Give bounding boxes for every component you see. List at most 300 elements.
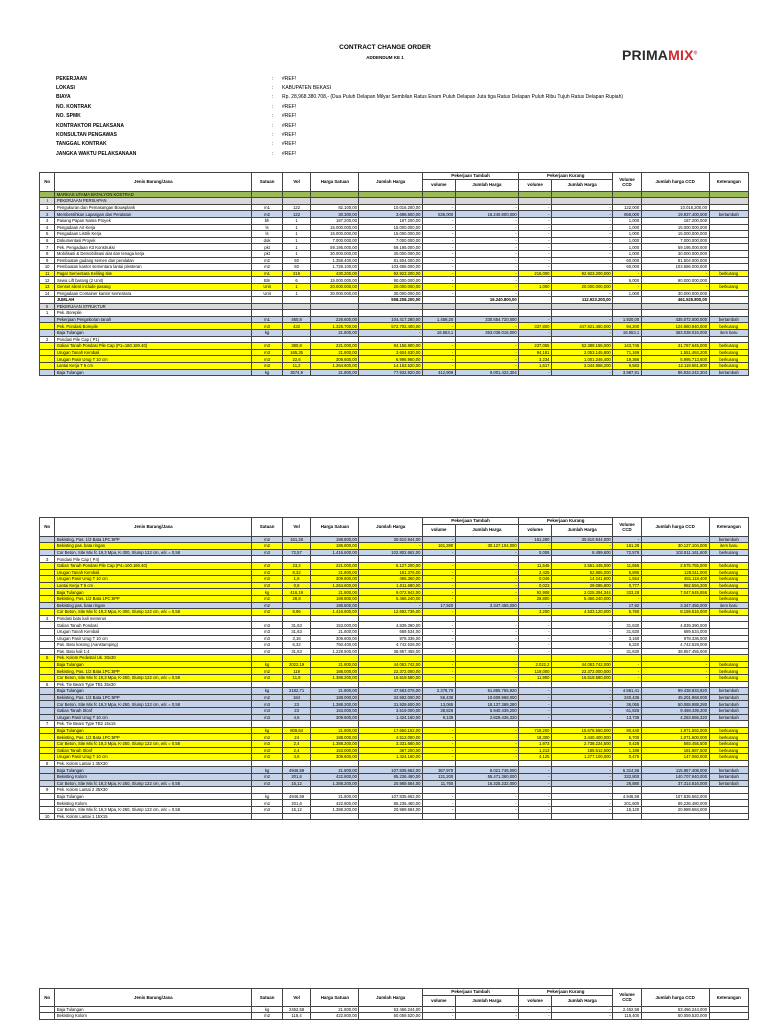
column-header: Satuan — [252, 989, 283, 1007]
table-cell: 1 — [282, 237, 310, 244]
table-cell: 1 — [282, 283, 310, 290]
table-cell: m3 — [252, 648, 283, 655]
table-cell — [552, 198, 613, 205]
table-cell: 323,28 — [613, 589, 641, 596]
column-header: No — [40, 518, 55, 537]
table-cell — [552, 191, 613, 198]
table-cell: - — [455, 349, 518, 356]
table-cell — [709, 336, 748, 343]
table-cell: 185.512,500 — [552, 747, 613, 754]
table-cell: 4.839.390,000 — [641, 622, 709, 629]
table-cell — [40, 595, 55, 602]
table-cell: m3 — [252, 714, 283, 721]
table-cell: berkurang — [709, 668, 748, 675]
table-cell: item baru — [709, 543, 748, 550]
table-cell: 20.989.584,00 — [359, 806, 422, 813]
table-cell: 59.195.000,000 — [641, 244, 709, 251]
table-cell: berkurang — [709, 734, 748, 741]
table-cell: Pek. Borepile — [55, 310, 252, 317]
table-cell: - — [519, 231, 552, 238]
table-cell: 4.561,41 — [613, 688, 641, 695]
table-cell: 1.388.200,00 — [311, 675, 359, 682]
table-cell: 37.314.816,000 — [641, 780, 709, 787]
table-cell — [709, 628, 748, 635]
table-cell: ls — [252, 224, 283, 231]
table-cell: 188.000,00 — [311, 734, 359, 741]
table-cell: berkurang — [709, 363, 748, 370]
table-cell — [40, 562, 55, 569]
table-cell: kg — [252, 369, 283, 376]
info-value: #REF! — [282, 103, 297, 110]
table-cell — [519, 191, 552, 198]
table-cell — [40, 767, 55, 774]
table-cell: 122 — [282, 211, 310, 218]
table-cell: m3 — [252, 701, 283, 708]
table-cell: m3 — [252, 609, 283, 616]
table-cell — [552, 760, 613, 767]
table-cell — [252, 191, 283, 198]
table-cell — [40, 536, 55, 543]
table-cell: - — [422, 323, 455, 330]
table-cell: 128.511,000 — [641, 569, 709, 576]
table-cell: I — [40, 198, 55, 205]
boq-table-2 — [39, 517, 749, 820]
table-cell: 1,188 — [613, 747, 641, 754]
table-cell: m3 — [252, 576, 283, 583]
table-cell: 558.208.200,00 — [359, 297, 422, 304]
table-cell: - — [455, 589, 518, 596]
table-cell: - — [422, 576, 455, 583]
table-cell: 9.459.439,200 — [641, 708, 709, 715]
table-cell — [709, 310, 748, 317]
table-cell — [40, 635, 55, 642]
table-cell: Pengadaan Container kantor sementara — [55, 290, 252, 297]
table-cell: m2 — [252, 734, 283, 741]
table-cell: 10 — [40, 813, 55, 820]
table-cell: berkurang — [709, 661, 748, 668]
table-cell — [422, 760, 455, 767]
table-cell: 1,000 — [613, 250, 641, 257]
column-header: Volume CCD — [613, 518, 641, 537]
table-cell: kg — [252, 727, 283, 734]
info-row — [56, 93, 623, 102]
table-cell: 6,000 — [613, 277, 641, 284]
table-cell: 1.264.600,00 — [311, 582, 359, 589]
logo-prima-text: PRIMA — [622, 47, 669, 63]
table-cell: pkt — [252, 250, 283, 257]
table-cell: - — [552, 244, 613, 251]
table-cell: Bekisting, Pas. 1/2 Bata 1PC:5PP — [55, 668, 252, 675]
table-cell: berkurang — [709, 562, 748, 569]
table-cell — [252, 760, 283, 767]
table-cell — [422, 787, 455, 794]
table-cell: 20.989.584,000 — [641, 806, 709, 813]
table-cell: 94,200 — [613, 323, 641, 330]
table-cell: - — [552, 635, 613, 642]
table-cell: m1 — [252, 316, 283, 323]
table-cell — [311, 303, 359, 310]
table-row — [40, 198, 749, 205]
table-cell — [709, 204, 748, 211]
table-cell — [359, 198, 422, 205]
table-cell: - — [552, 701, 613, 708]
table-cell: 221.000,00 — [311, 343, 359, 350]
table-cell: 593.455,500 — [641, 741, 709, 748]
table-cell: 11 — [40, 270, 55, 277]
info-label: PEKERJAAN — [56, 75, 87, 82]
table-cell: 1,000 — [613, 290, 641, 297]
table-cell: 1 — [40, 310, 55, 317]
table-cell: - — [519, 316, 552, 323]
table-row — [40, 635, 749, 642]
table-cell — [40, 582, 55, 589]
table-cell: - — [422, 635, 455, 642]
table-cell: 15.000.000,00 — [311, 231, 359, 238]
table-cell: - — [422, 793, 455, 800]
table-cell: 809,64 — [282, 727, 310, 734]
table-cell: 0,428 — [613, 741, 641, 748]
table-cell: 21.800,00 — [311, 369, 359, 376]
table-cell — [282, 556, 310, 563]
table-cell — [709, 297, 748, 304]
table-cell: - — [455, 609, 518, 616]
table-cell — [359, 336, 422, 343]
table-cell — [359, 787, 422, 794]
table-cell: 23,2 — [282, 562, 310, 569]
table-cell: 0,023 — [519, 582, 552, 589]
table-cell: 240,436 — [613, 694, 641, 701]
table-cell — [282, 543, 310, 550]
table-cell — [359, 556, 422, 563]
table-cell: 5 — [40, 655, 55, 662]
info-label: NO. KONTRAK — [56, 103, 92, 110]
table-cell: bertambah — [709, 714, 748, 721]
column-header: Jumlah Harga — [359, 989, 422, 1007]
table-cell: - — [552, 290, 613, 297]
table-cell: - — [422, 224, 455, 231]
table-cell — [282, 303, 310, 310]
table-cell: 72,576 — [613, 549, 641, 556]
table-cell: 1 — [282, 250, 310, 257]
table-cell: 21.800,00 — [311, 767, 359, 774]
document-title: CONTRACT CHANGE ORDER — [339, 44, 431, 51]
table-cell — [40, 297, 55, 304]
table-cell: - — [359, 543, 422, 550]
table-cell: - — [455, 642, 518, 649]
table-cell: m2 — [252, 773, 283, 780]
table-cell — [359, 310, 422, 317]
table-cell: 4.512.000,00 — [359, 734, 422, 741]
table-cell: 15.000.000,00 — [311, 224, 359, 231]
table-cell: 750.400,00 — [311, 642, 359, 649]
table-cell: 0,046 — [519, 576, 552, 583]
table-cell: 77.932.820,00 — [359, 369, 422, 376]
table-cell: - — [519, 237, 552, 244]
table-cell — [282, 655, 310, 662]
table-row — [40, 250, 749, 257]
table-cell — [311, 787, 359, 794]
table-cell: - — [519, 290, 552, 297]
table-cell: 184 — [282, 694, 310, 701]
table-cell: 9.001.422,304 — [455, 369, 518, 376]
table-cell — [455, 787, 518, 794]
table-cell: - — [552, 628, 613, 635]
table-cell: 1.388.200,00 — [311, 741, 359, 748]
table-cell: 201,6 — [282, 800, 310, 807]
table-cell: 188.000,00 — [311, 694, 359, 701]
table-cell: bertambah — [709, 701, 748, 708]
table-cell: m1 — [252, 204, 283, 211]
table-cell — [422, 681, 455, 688]
table-cell: 380,8 — [282, 343, 310, 350]
table-cell: 30.000.000,00 — [311, 290, 359, 297]
table-row — [40, 343, 749, 350]
table-cell: - — [552, 330, 613, 337]
table-cell — [519, 297, 552, 304]
table-cell: 187.200,00 — [359, 217, 422, 224]
table-cell: 81.504.000,000 — [641, 257, 709, 264]
table-cell — [709, 806, 748, 813]
table-cell: 367,970 — [422, 767, 455, 774]
table-cell: - — [552, 217, 613, 224]
table-cell: 85.236.480,00 — [359, 800, 422, 807]
table-cell: Pek. Pengadaan K3 Konstruksi — [55, 244, 252, 251]
table-cell: 7.000.000,000 — [641, 237, 709, 244]
column-header: Satuan — [252, 518, 283, 537]
table-cell: kg — [252, 661, 283, 668]
info-label: NO. SPMK — [56, 113, 81, 120]
info-colon: : — [272, 75, 274, 82]
table-cell: 140.707.840,000 — [641, 773, 709, 780]
table-row — [40, 589, 749, 596]
table-cell — [613, 336, 641, 343]
column-header: Jumlah Harga — [359, 173, 422, 192]
table-cell: 38,826 — [422, 708, 455, 715]
table-cell: 432 — [282, 323, 310, 330]
table-cell — [455, 303, 518, 310]
table-cell — [252, 198, 283, 205]
table-cell: - — [519, 708, 552, 715]
table-row — [40, 714, 749, 721]
table-cell: - — [455, 264, 518, 271]
table-cell: 422.800,00 — [311, 800, 359, 807]
info-label: LOKASI — [56, 85, 75, 92]
table-cell: 165,35 — [282, 349, 310, 356]
column-header: Harga Satuan — [311, 518, 359, 537]
table-row — [40, 549, 749, 556]
table-cell — [519, 198, 552, 205]
table-row — [40, 336, 749, 343]
table-cell: berkurang — [709, 595, 748, 602]
table-cell: 102.802.662,00 — [359, 549, 422, 556]
table-cell: kg — [252, 688, 283, 695]
table-row — [40, 780, 749, 787]
table-cell: 5.127.200,00 — [359, 562, 422, 569]
table-cell: 1,000 — [613, 231, 641, 238]
table-cell: berkurang — [709, 741, 748, 748]
table-cell: - — [613, 283, 641, 290]
table-row — [40, 224, 749, 231]
table-cell: 31,63 — [282, 628, 310, 635]
table-cell: 8 — [40, 760, 55, 767]
table-cell — [422, 297, 455, 304]
table-cell: 50.065.988,280 — [641, 701, 709, 708]
table-cell: 337,800 — [519, 323, 552, 330]
table-cell — [422, 198, 455, 205]
table-cell: 4,125 — [519, 754, 552, 761]
table-row — [40, 264, 749, 271]
table-cell — [40, 343, 55, 350]
table-cell: 2.044.858,200 — [552, 363, 613, 370]
table-cell: 85.236.480,000 — [641, 800, 709, 807]
table-cell: 36,065 — [613, 701, 641, 708]
table-cell: m3 — [252, 582, 283, 589]
table-cell — [709, 290, 748, 297]
table-cell — [40, 1006, 55, 1013]
table-cell: 9,139 — [422, 714, 455, 721]
table-cell — [40, 806, 55, 813]
table-cell: - — [455, 217, 518, 224]
table-cell: 1 — [282, 290, 310, 297]
table-cell: 9 — [40, 257, 55, 264]
table-cell: Pek. Tie Beam Type TB2 15x15 — [55, 721, 252, 728]
table-cell: - — [455, 549, 518, 556]
table-cell — [282, 602, 310, 609]
table-row — [40, 767, 749, 774]
table-cell: - — [613, 668, 641, 675]
table-cell: 1,6 — [282, 576, 310, 583]
table-cell — [359, 303, 422, 310]
table-row — [40, 747, 749, 754]
table-cell: 59.195.000,00 — [359, 244, 422, 251]
table-cell: Pondasi batu kali menerus — [55, 615, 252, 622]
table-cell: - — [519, 204, 552, 211]
table-cell: 3,160 — [613, 635, 641, 642]
table-row — [40, 741, 749, 748]
column-header: Keterangan — [709, 518, 748, 537]
table-cell: Pengadaan Listrik Kerja — [55, 231, 252, 238]
table-cell: 1.388.200,00 — [311, 780, 359, 787]
table-cell: 495.360,00 — [359, 576, 422, 583]
table-cell: 31.767.645,000 — [641, 343, 709, 350]
table-cell: - — [422, 734, 455, 741]
table-cell: Pek. Kolom Lantai 1 15X15 — [55, 813, 252, 820]
table-cell — [359, 615, 422, 622]
column-header: Vol — [282, 989, 310, 1007]
table-cell: 8.499,600 — [552, 549, 613, 556]
table-cell: - — [422, 356, 455, 363]
table-cell: - — [455, 283, 518, 290]
table-cell: 536,000 — [422, 211, 455, 218]
info-colon: : — [272, 141, 274, 148]
table-cell — [709, 615, 748, 622]
table-cell: Galian Tanah Pondasi Pile Cap (P1=180.180.40) — [55, 343, 252, 350]
table-cell: m3 — [252, 642, 283, 649]
table-cell: 14.163.520,00 — [359, 363, 422, 370]
table-cell: 94,181 — [519, 349, 552, 356]
table-cell — [709, 224, 748, 231]
table-cell — [552, 721, 613, 728]
column-header: Jumlah Harga — [552, 524, 613, 536]
table-cell: 2.575.755,000 — [641, 562, 709, 569]
table-row — [40, 536, 749, 543]
table-row — [40, 323, 749, 330]
info-row — [56, 121, 623, 130]
table-cell: - — [422, 589, 455, 596]
table-cell: bertambah — [709, 780, 748, 787]
table-cell: - — [613, 661, 641, 668]
table-cell — [40, 747, 55, 754]
table-cell — [709, 264, 748, 271]
table-cell — [552, 813, 613, 820]
table-cell: - — [519, 1006, 552, 1013]
table-cell: 3 — [40, 217, 55, 224]
table-cell: 20.000.000,00 — [311, 283, 359, 290]
info-row — [56, 149, 623, 158]
table-row — [40, 787, 749, 794]
table-cell: 90.000.000,000 — [641, 277, 709, 284]
table-cell: - — [422, 290, 455, 297]
table-cell: Urugan Pasir Urug T 10 cm — [55, 754, 252, 761]
table-cell: 2.551.445,000 — [552, 562, 613, 569]
table-cell: - — [552, 773, 613, 780]
table-cell — [359, 681, 422, 688]
table-cell: - — [519, 642, 552, 649]
table-cell: 16.519.580,00 — [359, 675, 422, 682]
table-cell — [252, 297, 283, 304]
table-cell — [709, 813, 748, 820]
table-cell: Bekisting, Pas. 1/2 Bata 1PC:5PP — [55, 694, 252, 701]
table-cell — [455, 681, 518, 688]
table-cell: 107.835.662,00 — [359, 767, 422, 774]
table-cell: 31,63 — [282, 622, 310, 629]
table-cell: bertambah — [709, 767, 748, 774]
table-cell: - — [519, 767, 552, 774]
table-cell — [311, 336, 359, 343]
table-cell: - — [422, 250, 455, 257]
table-cell — [40, 609, 55, 616]
table-cell: Galian Tanah Sloof — [55, 708, 252, 715]
table-row — [40, 681, 749, 688]
info-label: KONSULTAN PENGAWAS — [56, 132, 117, 139]
table-cell: 161,28 — [282, 536, 310, 543]
table-cell: - — [519, 264, 552, 271]
table-row — [40, 708, 749, 715]
table-row — [40, 237, 749, 244]
table-cell: 4,6 — [282, 714, 310, 721]
table-cell: - — [422, 668, 455, 675]
table-cell: ls — [252, 231, 283, 238]
table-cell — [422, 310, 455, 317]
table-cell: - — [422, 283, 455, 290]
table-row — [40, 806, 749, 813]
table-cell — [359, 760, 422, 767]
table-cell: m3 — [252, 549, 283, 556]
table-cell: - — [519, 688, 552, 695]
table-cell: bertambah — [709, 536, 748, 543]
table-cell: kg — [252, 767, 283, 774]
table-cell: - — [552, 694, 613, 701]
table-cell: - — [455, 582, 518, 589]
table-cell: - — [422, 1013, 455, 1020]
table-cell: 16.653,1 — [422, 330, 455, 337]
table-cell — [40, 714, 55, 721]
table-cell: - — [519, 793, 552, 800]
table-cell: 188.000,00 — [311, 668, 359, 675]
table-row — [40, 793, 749, 800]
table-cell: item baru — [709, 330, 748, 337]
table-cell: - — [552, 714, 613, 721]
